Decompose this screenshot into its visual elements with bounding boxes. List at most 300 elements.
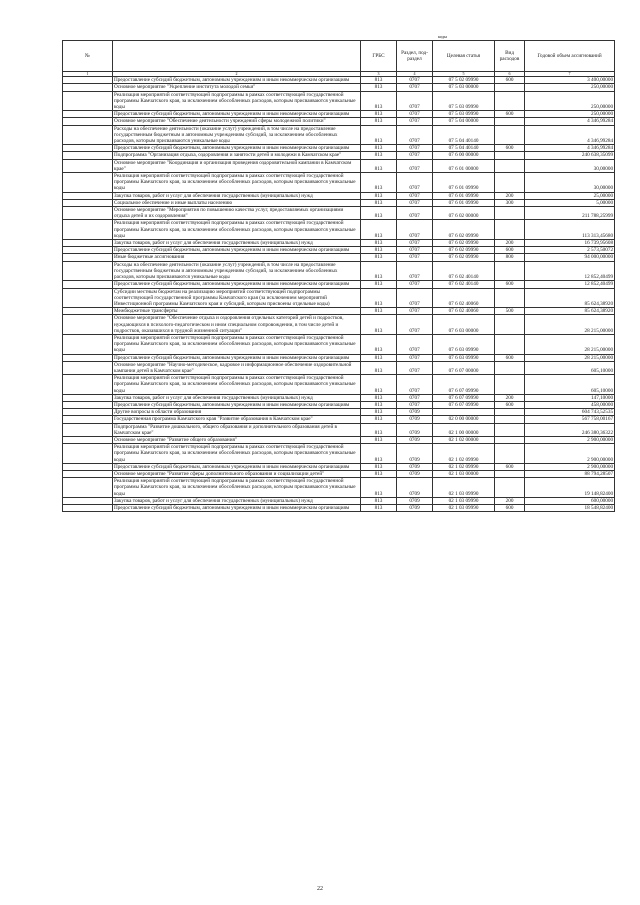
row-target: 07 5 03 09990 <box>433 91 495 111</box>
row-grbs: 813 <box>361 199 397 206</box>
row-grbs: 813 <box>361 423 397 436</box>
row-target: 07 6 01 00000 <box>433 159 495 172</box>
row-section: 0707 <box>397 125 433 145</box>
row-type <box>495 288 525 308</box>
row-number <box>63 409 113 416</box>
row-type <box>495 423 525 436</box>
row-section: 0709 <box>397 416 433 423</box>
row-section: 0707 <box>397 240 433 247</box>
row-name: Реализация мероприятий соответствующей подпрограммы в рамках соответствующей государственной программы Камчатского края, за исключением обособленных расходов, которым присваиваются уникальные коды <box>113 478 361 498</box>
table-row <box>63 436 615 443</box>
row-number <box>63 354 113 361</box>
row-number <box>63 334 113 354</box>
row-amount: 30,00000 <box>525 159 615 172</box>
row-target: 07 6 00 00000 <box>433 152 495 159</box>
row-grbs: 813 <box>361 409 397 416</box>
row-target: 07 6 03 09990 <box>433 354 495 361</box>
row-amount: 12 852,40499 <box>525 281 615 288</box>
row-number <box>63 423 113 436</box>
row-name: Основное мероприятие "Научно-методическое, кадровое и информационное обеспечение оздоровительной кампании детей в Камчатском крае" <box>113 361 361 374</box>
table-row <box>63 416 615 423</box>
row-name: Реализация мероприятий соответствующей подпрограммы в рамках соответствующей государственной программы Камчатского края, за исключением обособленных расходов, которым присваиваются уникальные коды <box>113 220 361 240</box>
row-amount: 250,00000 <box>525 84 615 91</box>
row-number <box>63 173 113 193</box>
row-number <box>63 240 113 247</box>
row-target: 02 1 03 09990 <box>433 505 495 512</box>
row-amount: 12 852,40499 <box>525 261 615 281</box>
row-number <box>63 84 113 91</box>
row-number <box>63 401 113 408</box>
row-grbs: 813 <box>361 361 397 374</box>
table-row <box>63 444 615 464</box>
row-target: 02 1 03 09990 <box>433 497 495 504</box>
table-row <box>63 463 615 470</box>
row-amount: 5,00000 <box>525 199 615 206</box>
row-grbs: 813 <box>361 84 397 91</box>
row-section: 0707 <box>397 394 433 401</box>
table-row <box>63 401 615 408</box>
row-name: Предоставление субсидий бюджетным, автономным учреждениям и иным некоммерческим организациям <box>113 401 361 408</box>
row-target: 07 6 02 09990 <box>433 220 495 240</box>
table-row <box>63 220 615 240</box>
row-target: 07 6 01 09990 <box>433 173 495 193</box>
row-type <box>495 261 525 281</box>
row-amount: 2 900,00000 <box>525 436 615 443</box>
row-name: Предоставление субсидий бюджетным, автономным учреждениям и иным некоммерческим организациям <box>113 463 361 470</box>
row-section: 0709 <box>397 423 433 436</box>
table-row <box>63 145 615 152</box>
budget-table <box>62 34 615 512</box>
row-type <box>495 409 525 416</box>
row-number <box>63 254 113 261</box>
row-grbs: 813 <box>361 416 397 423</box>
header-section: Раздел, под-раздел <box>397 41 433 72</box>
row-section: 0709 <box>397 436 433 443</box>
table-row <box>63 91 615 111</box>
row-amount: 250,00000 <box>525 91 615 111</box>
table-row <box>63 199 615 206</box>
row-target: 07 6 07 00000 <box>433 361 495 374</box>
row-section: 0707 <box>397 207 433 220</box>
row-name: Основное мероприятие "Обеспечение отдыха и оздоровления отдельных категорий детей и подростков, нуждающихся в психолого-педагогическом и ином специальном сопровождении, в том числе детей и подростков, оказавшихся в трудной жизненной ситуации" <box>113 315 361 335</box>
row-type: 600 <box>495 505 525 512</box>
table-row <box>63 478 615 498</box>
row-amount: 250,00000 <box>525 111 615 118</box>
table-row <box>63 505 615 512</box>
row-name: Основное мероприятие "Обеспечение деятельности учреждений сферы молодежной политики" <box>113 118 361 125</box>
row-grbs: 813 <box>361 159 397 172</box>
table-row <box>63 240 615 247</box>
row-section: 0707 <box>397 77 433 84</box>
row-number <box>63 288 113 308</box>
row-amount: 16 739,95608 <box>525 240 615 247</box>
row-section: 0707 <box>397 281 433 288</box>
row-name: Основное мероприятие "Развитие общего образования" <box>113 436 361 443</box>
row-target: 07 6 02 09990 <box>433 240 495 247</box>
row-type: 600 <box>495 281 525 288</box>
row-number <box>63 315 113 335</box>
row-grbs: 813 <box>361 375 397 395</box>
row-type <box>495 334 525 354</box>
row-amount: 85 624,38920 <box>525 288 615 308</box>
row-section: 0707 <box>397 308 433 315</box>
row-number <box>63 199 113 206</box>
row-name: Закупка товаров, работ и услуг для обеспечения государственных (муниципальных) нужд <box>113 240 361 247</box>
row-number <box>63 145 113 152</box>
row-section: 0709 <box>397 463 433 470</box>
row-type <box>495 152 525 159</box>
row-number <box>63 394 113 401</box>
row-amount: 147,10000 <box>525 394 615 401</box>
row-target: 02 1 02 09990 <box>433 463 495 470</box>
row-number <box>63 361 113 374</box>
row-name: Реализация мероприятий соответствующей подпрограммы в рамках соответствующей государственной программы Камчатского края, за исключением обособленных расходов, которым присваиваются уникальные коды <box>113 173 361 193</box>
row-grbs: 813 <box>361 91 397 111</box>
header-grbs: ГРБС <box>361 41 397 72</box>
row-section: 0709 <box>397 497 433 504</box>
row-number <box>63 220 113 240</box>
page-number: 22 <box>317 886 323 892</box>
row-name: Другие вопросы в области образования <box>113 409 361 416</box>
row-type <box>495 436 525 443</box>
row-amount: 4 346,99284 <box>525 125 615 145</box>
table-row <box>63 470 615 477</box>
row-section: 0707 <box>397 334 433 354</box>
header-number: № <box>63 41 113 72</box>
row-type: 200 <box>495 394 525 401</box>
row-number <box>63 159 113 172</box>
table-row <box>63 207 615 220</box>
row-number <box>63 444 113 464</box>
row-type <box>495 315 525 335</box>
table-row <box>63 423 615 436</box>
row-number <box>63 118 113 125</box>
row-amount: 605,10000 <box>525 375 615 395</box>
row-amount: 94 000,00000 <box>525 254 615 261</box>
table-row <box>63 394 615 401</box>
row-number <box>63 207 113 220</box>
table-row <box>63 354 615 361</box>
table-row <box>63 375 615 395</box>
row-grbs: 813 <box>361 207 397 220</box>
row-name: Социальное обеспечение и иные выплаты населению <box>113 199 361 206</box>
row-section: 0707 <box>397 401 433 408</box>
row-type: 600 <box>495 77 525 84</box>
row-type: 200 <box>495 240 525 247</box>
row-grbs: 813 <box>361 125 397 145</box>
row-name: Основное мероприятие "Укрепление института молодой семьи" <box>113 84 361 91</box>
row-number <box>63 281 113 288</box>
document-page <box>62 34 614 512</box>
row-section: 0707 <box>397 159 433 172</box>
row-grbs: 813 <box>361 497 397 504</box>
row-type: 200 <box>495 497 525 504</box>
row-name: Предоставление субсидий бюджетным, автономным учреждениям и иным некоммерческим организациям <box>113 281 361 288</box>
row-section: 0707 <box>397 220 433 240</box>
row-target: 07 6 02 40140 <box>433 261 495 281</box>
row-target: 07 5 04 40140 <box>433 145 495 152</box>
row-amount: 19 148,82400 <box>525 478 615 498</box>
row-type: 300 <box>495 199 525 206</box>
row-type: 600 <box>495 145 525 152</box>
row-section: 0707 <box>397 354 433 361</box>
row-target: 07 6 03 00000 <box>433 315 495 335</box>
row-number <box>63 247 113 254</box>
row-name: Реализация мероприятий соответствующей подпрограммы в рамках соответствующей государственной программы Камчатского края, за исключением обособленных расходов, которым присваиваются уникальные коды <box>113 444 361 464</box>
row-name: Подпрограмма "Развитие дошкольного, общего образования и дополнительного образования детей в Камчатском крае" <box>113 423 361 436</box>
row-target: 07 5 04 00000 <box>433 118 495 125</box>
row-number <box>63 505 113 512</box>
row-section: 0707 <box>397 91 433 111</box>
table-row <box>63 173 615 193</box>
row-section: 0707 <box>397 254 433 261</box>
row-amount: 567 758,00167 <box>525 416 615 423</box>
row-amount: 240 638,35099 <box>525 152 615 159</box>
row-number <box>63 91 113 111</box>
row-grbs: 813 <box>361 118 397 125</box>
table-row <box>63 125 615 145</box>
row-name: Закупка товаров, работ и услуг для обеспечения государственных (муниципальных) нужд <box>113 192 361 199</box>
row-amount: 246 380,36322 <box>525 423 615 436</box>
row-type: 600 <box>495 463 525 470</box>
row-amount: 2 573,50072 <box>525 247 615 254</box>
row-number <box>63 478 113 498</box>
row-section: 0707 <box>397 118 433 125</box>
row-grbs: 813 <box>361 152 397 159</box>
row-type: 600 <box>495 401 525 408</box>
row-target: 07 6 01 09990 <box>433 199 495 206</box>
codes-group-label: коды <box>437 34 448 39</box>
row-target: 07 6 02 40060 <box>433 288 495 308</box>
row-number <box>63 470 113 477</box>
row-grbs: 813 <box>361 315 397 335</box>
table-row <box>63 192 615 199</box>
row-type <box>495 361 525 374</box>
table-row <box>63 361 615 374</box>
row-name: Основное мероприятие "Координация и организация проведения оздоровительной кампании в Камчатском крае" <box>113 159 361 172</box>
row-target: 02 1 03 00000 <box>433 470 495 477</box>
row-grbs: 813 <box>361 444 397 464</box>
row-amount: 211 788,25999 <box>525 207 615 220</box>
row-amount: 28 215,00000 <box>525 315 615 335</box>
row-amount: 25,00000 <box>525 192 615 199</box>
table-row <box>63 118 615 125</box>
row-section: 0709 <box>397 478 433 498</box>
row-grbs: 813 <box>361 470 397 477</box>
table-row <box>63 288 615 308</box>
row-section: 0709 <box>397 409 433 416</box>
row-name: Межбюджетные трансферты <box>113 308 361 315</box>
row-number <box>63 416 113 423</box>
row-type <box>495 220 525 240</box>
row-section: 0707 <box>397 152 433 159</box>
row-grbs: 813 <box>361 288 397 308</box>
row-section: 0709 <box>397 444 433 464</box>
row-target: 02 1 03 09990 <box>433 478 495 498</box>
row-grbs: 813 <box>361 308 397 315</box>
row-number <box>63 436 113 443</box>
row-target: 07 6 03 09990 <box>433 334 495 354</box>
row-section: 0707 <box>397 261 433 281</box>
row-name: Основное мероприятие "Развитие сферы дополнительного образования и социализации детей" <box>113 470 361 477</box>
header-target: Целевая статья <box>433 41 495 72</box>
row-type <box>495 444 525 464</box>
row-grbs: 813 <box>361 334 397 354</box>
row-name: Реализация мероприятий соответствующей подпрограммы в рамках соответствующей государственной программы Камчатского края, за исключением обособленных расходов, которым присваиваются уникальные коды <box>113 334 361 354</box>
row-number <box>63 77 113 84</box>
row-section: 0707 <box>397 111 433 118</box>
row-grbs: 813 <box>361 478 397 498</box>
row-target: 07 6 01 09990 <box>433 192 495 199</box>
row-target: 07 6 02 00000 <box>433 207 495 220</box>
row-type <box>495 91 525 111</box>
row-type: 200 <box>495 192 525 199</box>
row-name: Субсидии местным бюджетам на реализацию мероприятий соответствующей подпрограммы соответствующей государственной программы Камчатского края (за исключением мероприятий Инвестиционной программы Камчатского края и субсидий, которым присвоены отдельные коды) <box>113 288 361 308</box>
row-section: 0707 <box>397 315 433 335</box>
row-name: Государственная программа Камчатского края "Развитие образования в Камчатском крае" <box>113 416 361 423</box>
row-name: Закупка товаров, работ и услуг для обеспечения государственных (муниципальных) нужд <box>113 394 361 401</box>
row-target: 07 5 03 00000 <box>433 84 495 91</box>
row-grbs: 813 <box>361 463 397 470</box>
row-section: 0707 <box>397 84 433 91</box>
row-section: 0707 <box>397 145 433 152</box>
row-amount: 4 346,99284 <box>525 145 615 152</box>
row-amount: 3 400,00000 <box>525 77 615 84</box>
row-type <box>495 125 525 145</box>
row-section: 0707 <box>397 192 433 199</box>
row-type: 500 <box>495 308 525 315</box>
row-grbs: 813 <box>361 173 397 193</box>
row-name: Иные бюджетные ассигнования <box>113 254 361 261</box>
header-type: Вид расходов <box>495 41 525 72</box>
table-row <box>63 84 615 91</box>
row-section: 0707 <box>397 375 433 395</box>
row-amount: 604 743,52535 <box>525 409 615 416</box>
row-name: Подпрограмма "Организация отдыха, оздоровления и занятости детей и молодежи в Камчатском крае" <box>113 152 361 159</box>
row-section: 0709 <box>397 470 433 477</box>
row-target: 07 5 02 09990 <box>433 77 495 84</box>
row-amount: 85 624,38920 <box>525 308 615 315</box>
row-grbs: 813 <box>361 77 397 84</box>
row-target <box>433 409 495 416</box>
row-name: Предоставление субсидий бюджетным, автономным учреждениям и иным некоммерческим организациям <box>113 354 361 361</box>
row-amount: 18 548,82400 <box>525 505 615 512</box>
table-row <box>63 254 615 261</box>
header-name <box>113 41 361 72</box>
row-target: 02 1 00 00000 <box>433 423 495 436</box>
row-type <box>495 173 525 193</box>
row-type: 600 <box>495 354 525 361</box>
row-grbs: 813 <box>361 111 397 118</box>
row-grbs: 813 <box>361 394 397 401</box>
row-target: 07 5 04 40140 <box>433 125 495 145</box>
table-row <box>63 315 615 335</box>
row-number <box>63 261 113 281</box>
row-grbs: 813 <box>361 247 397 254</box>
row-name: Предоставление субсидий бюджетным, автономным учреждениям и иным некоммерческим организациям <box>113 505 361 512</box>
row-target: 07 6 07 09990 <box>433 394 495 401</box>
row-name: Расходы на обеспечение деятельности (оказание услуг) учреждений, в том числе на предоставление государственным бюджетным и автономным учреждениям субсидий, за исключением обособленных расходов, которым присваиваются уникальные коды <box>113 261 361 281</box>
row-type <box>495 84 525 91</box>
row-section: 0707 <box>397 288 433 308</box>
row-grbs: 813 <box>361 281 397 288</box>
row-number <box>63 125 113 145</box>
row-section: 0707 <box>397 247 433 254</box>
row-type <box>495 470 525 477</box>
row-amount: 605,10000 <box>525 361 615 374</box>
row-target: 02 0 00 00000 <box>433 416 495 423</box>
row-amount: 2 900,00000 <box>525 463 615 470</box>
row-grbs: 813 <box>361 240 397 247</box>
row-amount: 88 794,28507 <box>525 470 615 477</box>
row-grbs: 813 <box>361 192 397 199</box>
row-target: 07 6 07 09990 <box>433 401 495 408</box>
row-amount: 4 346,99284 <box>525 118 615 125</box>
row-amount: 2 900,00000 <box>525 444 615 464</box>
table-row <box>63 334 615 354</box>
row-type <box>495 118 525 125</box>
row-number <box>63 111 113 118</box>
row-grbs: 813 <box>361 145 397 152</box>
row-number <box>63 375 113 395</box>
row-grbs: 813 <box>361 401 397 408</box>
row-section: 0707 <box>397 361 433 374</box>
row-type <box>495 416 525 423</box>
table-row <box>63 247 615 254</box>
table-row <box>63 281 615 288</box>
row-type <box>495 159 525 172</box>
row-grbs: 813 <box>361 261 397 281</box>
row-name: Закупка товаров, работ и услуг для обеспечения государственных (муниципальных) нужд <box>113 497 361 504</box>
header-amount: Годовой объем ассигнований <box>525 41 615 72</box>
row-amount: 30,00000 <box>525 173 615 193</box>
row-name: Предоставление субсидий бюджетным, автономным учреждениям и иным некоммерческим организациям <box>113 247 361 254</box>
row-name: Предоставление субсидий бюджетным, автономным учреждениям и иным некоммерческим организациям <box>113 77 361 84</box>
row-target: 07 6 02 09990 <box>433 247 495 254</box>
row-section: 0709 <box>397 505 433 512</box>
row-type: 600 <box>495 111 525 118</box>
row-grbs: 813 <box>361 220 397 240</box>
row-target: 07 6 07 09990 <box>433 375 495 395</box>
row-name: Реализация мероприятий соответствующей подпрограммы в рамках соответствующей государственной программы Камчатского края, за исключением обособленных расходов, которым присваиваются уникальные коды <box>113 375 361 395</box>
table-row <box>63 152 615 159</box>
row-type <box>495 207 525 220</box>
row-type <box>495 478 525 498</box>
row-amount: 113 313,45680 <box>525 220 615 240</box>
row-amount: 28 215,00000 <box>525 354 615 361</box>
row-name: Предоставление субсидий бюджетным, автономным учреждениям и иным некоммерческим организациям <box>113 145 361 152</box>
row-name: Предоставление субсидий бюджетным, автономным учреждениям и иным некоммерческим организациям <box>113 111 361 118</box>
row-target: 02 1 02 09990 <box>433 444 495 464</box>
column-numbers: 1 2 3 4 5 6 7 <box>63 72 615 77</box>
table-row <box>63 77 615 84</box>
row-type: 800 <box>495 254 525 261</box>
row-grbs: 813 <box>361 505 397 512</box>
row-type <box>495 375 525 395</box>
table-row <box>63 497 615 504</box>
table-row <box>63 409 615 416</box>
table-header <box>63 41 615 72</box>
row-name: Расходы на обеспечение деятельности (оказание услуг) учреждений, в том числе на предоставление государственным бюджетным и автономным учреждениям субсидий, за исключением обособленных расходов, которым присваиваются уникальные коды <box>113 125 361 145</box>
row-amount: 28 215,00000 <box>525 334 615 354</box>
row-name: Основное мероприятие "Мероприятия по повышению качества услуг, предоставляемых организациями отдыха детей и их оздоровления" <box>113 207 361 220</box>
row-number <box>63 308 113 315</box>
row-grbs: 813 <box>361 254 397 261</box>
row-amount: 600,00000 <box>525 497 615 504</box>
row-grbs: 813 <box>361 354 397 361</box>
row-number <box>63 463 113 470</box>
row-amount: 458,00000 <box>525 401 615 408</box>
